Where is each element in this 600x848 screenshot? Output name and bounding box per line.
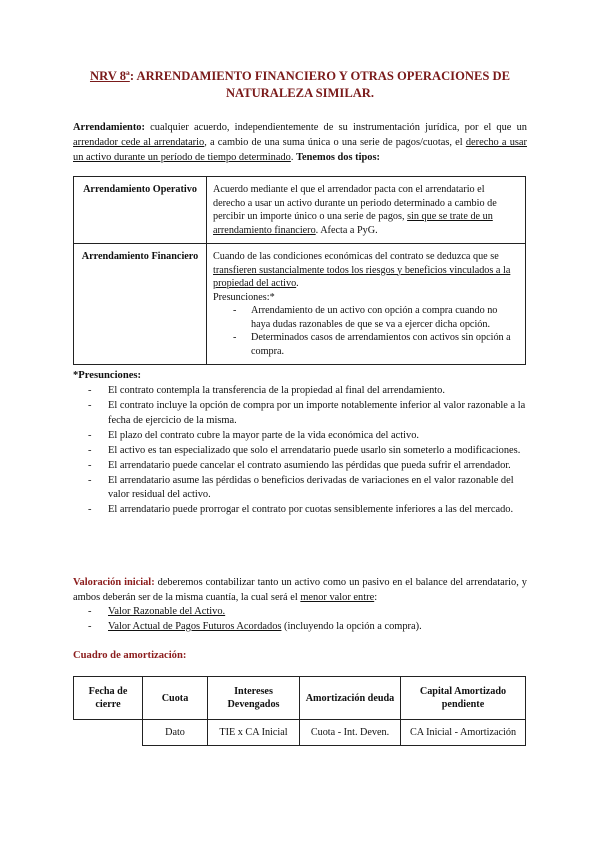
definition-paragraph: Arrendamiento: cualquier acuerdo, independientemente de su instrumentación jurídica, por el que un arrendador cede al arrendatario, a cambio de una suma única o una serie de pagos/cuotas, el derecho a usar un activo durante un período de tiempo determinado. Tenemos dos tipos: (73, 122, 528, 163)
desc-operativo: Acuerdo mediante el que el arrendador pacta con el arrendatario el derecho a usar un activo durante un periodo determinado a cambio de percibir un importe único o una serie de pagos, sin que se trate de un arrendamiento financiero. Afecta a PyG. (207, 177, 526, 244)
lease-types-table (73, 176, 526, 365)
column-header: Intereses Devengados (208, 677, 300, 720)
list-item: - Valor Actual de Pagos Futuros Acordados (incluyendo la opción a compra). (88, 620, 528, 635)
list-item: - Arrendamiento de un activo con opción a compra cuando no haya dudas razonables de que se va a ejercer dicha opción. (231, 304, 519, 331)
amortization-table (73, 676, 526, 746)
page-title (70, 68, 530, 102)
valoracion-heading: Valoración inicial: (73, 577, 155, 588)
list-item: - El arrendatario asume las pérdidas o beneficios derivadas de variaciones en el valor razonable del valor residual del activo. (88, 474, 528, 503)
table-cell: TIE x CA Inicial (208, 720, 300, 746)
column-header: Fecha de cierre (74, 677, 143, 720)
table-row (74, 720, 526, 746)
presunciones-list (88, 384, 528, 518)
definition-term: Arrendamiento: (73, 122, 145, 133)
label-financiero: Arrendamiento Financiero (74, 244, 207, 365)
list-item: - El arrendatario puede prorrogar el contrato por cuotas sensiblemente inferiores a las del mercado. (88, 503, 528, 518)
list-item: - Valor Razonable del Activo. (88, 605, 528, 620)
presunciones-heading: *Presunciones: (73, 370, 142, 381)
column-header: Amortización deuda (300, 677, 401, 720)
definition-types: Tenemos dos tipos: (296, 152, 380, 163)
table-cell: Dato (143, 720, 208, 746)
list-item: - Determinados casos de arrendamientos con activos sin opción a compra. (231, 331, 519, 358)
table-header-row (74, 677, 526, 720)
cuadro-heading: Cuadro de amortización: (73, 650, 187, 661)
list-item: - El contrato incluye la opción de compra por un importe notablemente inferior al valor razonable a la fecha de ejercicio de la misma. (88, 399, 528, 428)
title-text: : ARRENDAMIENTO FINANCIERO Y OTRAS OPERACIONES DE NATURALEZA SIMILAR. (129, 69, 511, 100)
table-row (74, 244, 526, 365)
desc-financiero: Cuando de las condiciones económicas del contrato se deduzca que se transfieren sustancialmente todos los riesgos y beneficios vinculados a la propiedad del activo. Presunciones:* - Arrendamiento de un activo con opción a compra cuando no haya dudas razonables de que se va a ejercer dicha opción. - Determinados casos de arrendamientos con activos sin opción a compra. (207, 244, 526, 365)
list-item: - El contrato contempla la transferencia de la propiedad al final del arrendamiento. (88, 384, 528, 399)
table-cell: Cuota - Int. Deven. (300, 720, 401, 746)
table-row (74, 177, 526, 244)
valoracion-paragraph: Valoración inicial: deberemos contabilizar tanto un activo como un pasivo en el balance del arrendatario, y ambos deberán ser de la misma cuantía, la cual será el menor valor entre: (73, 577, 527, 603)
presunciones-label: Presunciones:* (213, 291, 275, 303)
column-header: Capital Amortizado pendiente (401, 677, 526, 720)
list-item: - El plazo del contrato cubre la mayor parte de la vida económica del activo. (88, 429, 528, 444)
label-operativo: Arrendamiento Operativo (74, 177, 207, 244)
column-header: Cuota (143, 677, 208, 720)
table-cell: CA Inicial - Amortización (401, 720, 526, 746)
list-item: - El arrendatario puede cancelar el contrato asumiendo las pérdidas que pueda sufrir el arrendador. (88, 459, 528, 474)
title-code: NRV 8ª (89, 69, 130, 83)
list-item: - El activo es tan especializado que solo el arrendatario puede usarlo sin someterlo a modificaciones. (88, 444, 528, 459)
financiero-list (231, 304, 519, 358)
valoracion-list (88, 605, 528, 635)
table-cell (74, 720, 143, 746)
